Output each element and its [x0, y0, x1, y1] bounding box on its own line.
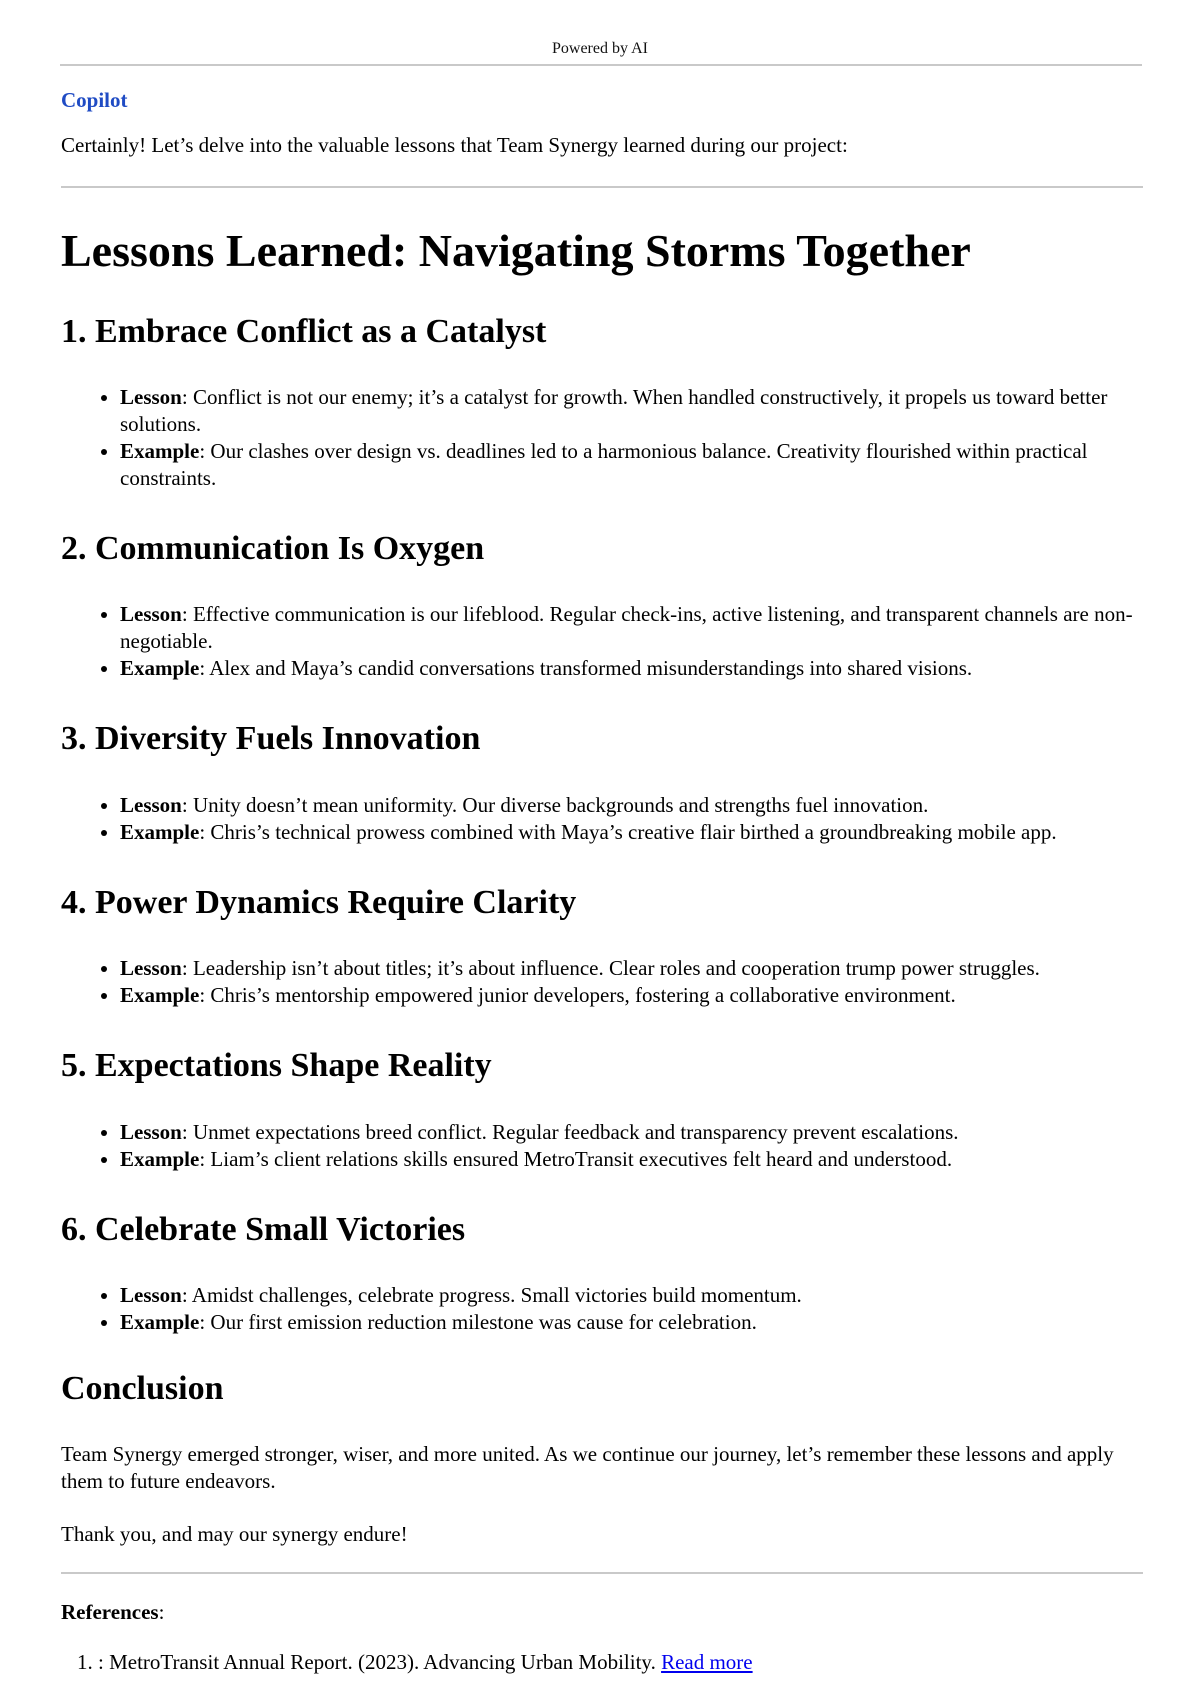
section-list — [61, 601, 1143, 682]
list-item — [120, 1282, 1143, 1309]
list-item — [120, 1119, 1143, 1146]
section-list — [61, 1119, 1143, 1173]
item-label: Lesson — [120, 384, 182, 409]
section-2 — [61, 530, 1143, 682]
item-text: : Chris’s technical prowess combined with Maya’s creative flair birthed a groundbreaking mobile app. — [199, 819, 1057, 844]
list-item — [120, 982, 1143, 1009]
item-label: Example — [120, 983, 200, 1008]
item-label: Example — [120, 1146, 200, 1171]
list-item — [120, 955, 1143, 982]
section-6 — [61, 1211, 1143, 1336]
item-text: : Conflict is not our enemy; it’s a catalyst for growth. When handled constructively, it propels us toward better solutions. — [120, 384, 1108, 436]
closing-line: Thank you, and may our synergy endure! — [61, 1522, 408, 1547]
references-colon: : — [158, 1600, 165, 1625]
section-list — [61, 384, 1143, 492]
section-5 — [61, 1047, 1143, 1172]
list-item — [120, 819, 1143, 846]
list-item — [120, 1309, 1143, 1336]
section-heading: 1. Embrace Conflict as a Catalyst — [61, 312, 547, 350]
references-list — [61, 1649, 1143, 1676]
references-label: References — [61, 1600, 159, 1625]
item-label: Example — [120, 1309, 200, 1334]
item-text: : Chris’s mentorship empowered junior developers, fostering a collaborative environment. — [199, 983, 956, 1008]
intro-text: Certainly! Let’s delve into the valuable lessons that Team Synergy learned during our project: — [61, 133, 848, 157]
reference-item — [98, 1649, 1143, 1676]
item-label: Example — [120, 819, 200, 844]
item-label: Lesson — [120, 792, 182, 817]
item-text: : Unmet expectations breed conflict. Regular feedback and transparency prevent escalations. — [181, 1119, 959, 1144]
item-text: : Alex and Maya’s candid conversations transformed misunderstandings into shared visions. — [199, 656, 973, 681]
item-text: : Liam’s client relations skills ensured MetroTransit executives felt heard and understood. — [199, 1146, 953, 1171]
top-divider — [60, 64, 1142, 66]
section-heading: 6. Celebrate Small Victories — [61, 1210, 466, 1248]
item-text: : Our clashes over design vs. deadlines led to a harmonious balance. Creativity flourished within practical constraints. — [120, 438, 1088, 490]
powered-by-note: Powered by AI — [552, 40, 648, 57]
list-item — [120, 438, 1143, 492]
copilot-label: Copilot — [61, 88, 128, 112]
item-label: Example — [120, 656, 200, 681]
list-item — [120, 384, 1143, 438]
item-label: Lesson — [120, 956, 182, 981]
item-text: : Effective communication is our lifeblood. Regular check-ins, active listening, and transparent channels are non-negotiable. — [120, 602, 1133, 654]
section-list — [61, 955, 1143, 1009]
item-label: Lesson — [120, 602, 182, 627]
section-3 — [61, 720, 1143, 845]
references-divider — [61, 1572, 1143, 1574]
item-label: Lesson — [120, 1282, 182, 1307]
page-title: Lessons Learned: Navigating Storms Together — [61, 225, 971, 276]
section-heading: 4. Power Dynamics Require Clarity — [61, 883, 577, 921]
item-text: : Our first emission reduction milestone was cause for celebration. — [199, 1309, 757, 1334]
response-content — [61, 88, 1143, 1676]
item-text: : Amidst challenges, celebrate progress. Small victories build momentum. — [181, 1282, 802, 1307]
section-heading: 2. Communication Is Oxygen — [61, 529, 485, 567]
item-label: Lesson — [120, 1119, 182, 1144]
read-more-link[interactable]: Read more — [661, 1650, 753, 1675]
references-title — [61, 1600, 1143, 1625]
section-heading: 5. Expectations Shape Reality — [61, 1047, 492, 1085]
section-heading: 3. Diversity Fuels Innovation — [61, 720, 481, 758]
reference-text: : MetroTransit Annual Report. (2023). Advancing Urban Mobility. — [98, 1650, 662, 1675]
section-list — [61, 792, 1143, 846]
list-item — [120, 792, 1143, 819]
item-text: : Unity doesn’t mean uniformity. Our diverse backgrounds and strengths fuel innovation. — [181, 792, 929, 817]
conclusion-heading: Conclusion — [61, 1369, 224, 1407]
intro-divider — [61, 186, 1143, 188]
item-text: : Leadership isn’t about titles; it’s about influence. Clear roles and cooperation trump power struggles. — [181, 956, 1040, 981]
conclusion-paragraph: Team Synergy emerged stronger, wiser, and more united. As we continue our journey, let’s remember these lessons and apply them to future endeavors. — [61, 1442, 1114, 1494]
section-list — [61, 1282, 1143, 1336]
list-item — [120, 1146, 1143, 1173]
section-4 — [61, 884, 1143, 1009]
section-1 — [61, 313, 1143, 492]
list-item — [120, 601, 1143, 655]
list-item — [120, 655, 1143, 682]
item-label: Example — [120, 438, 200, 463]
